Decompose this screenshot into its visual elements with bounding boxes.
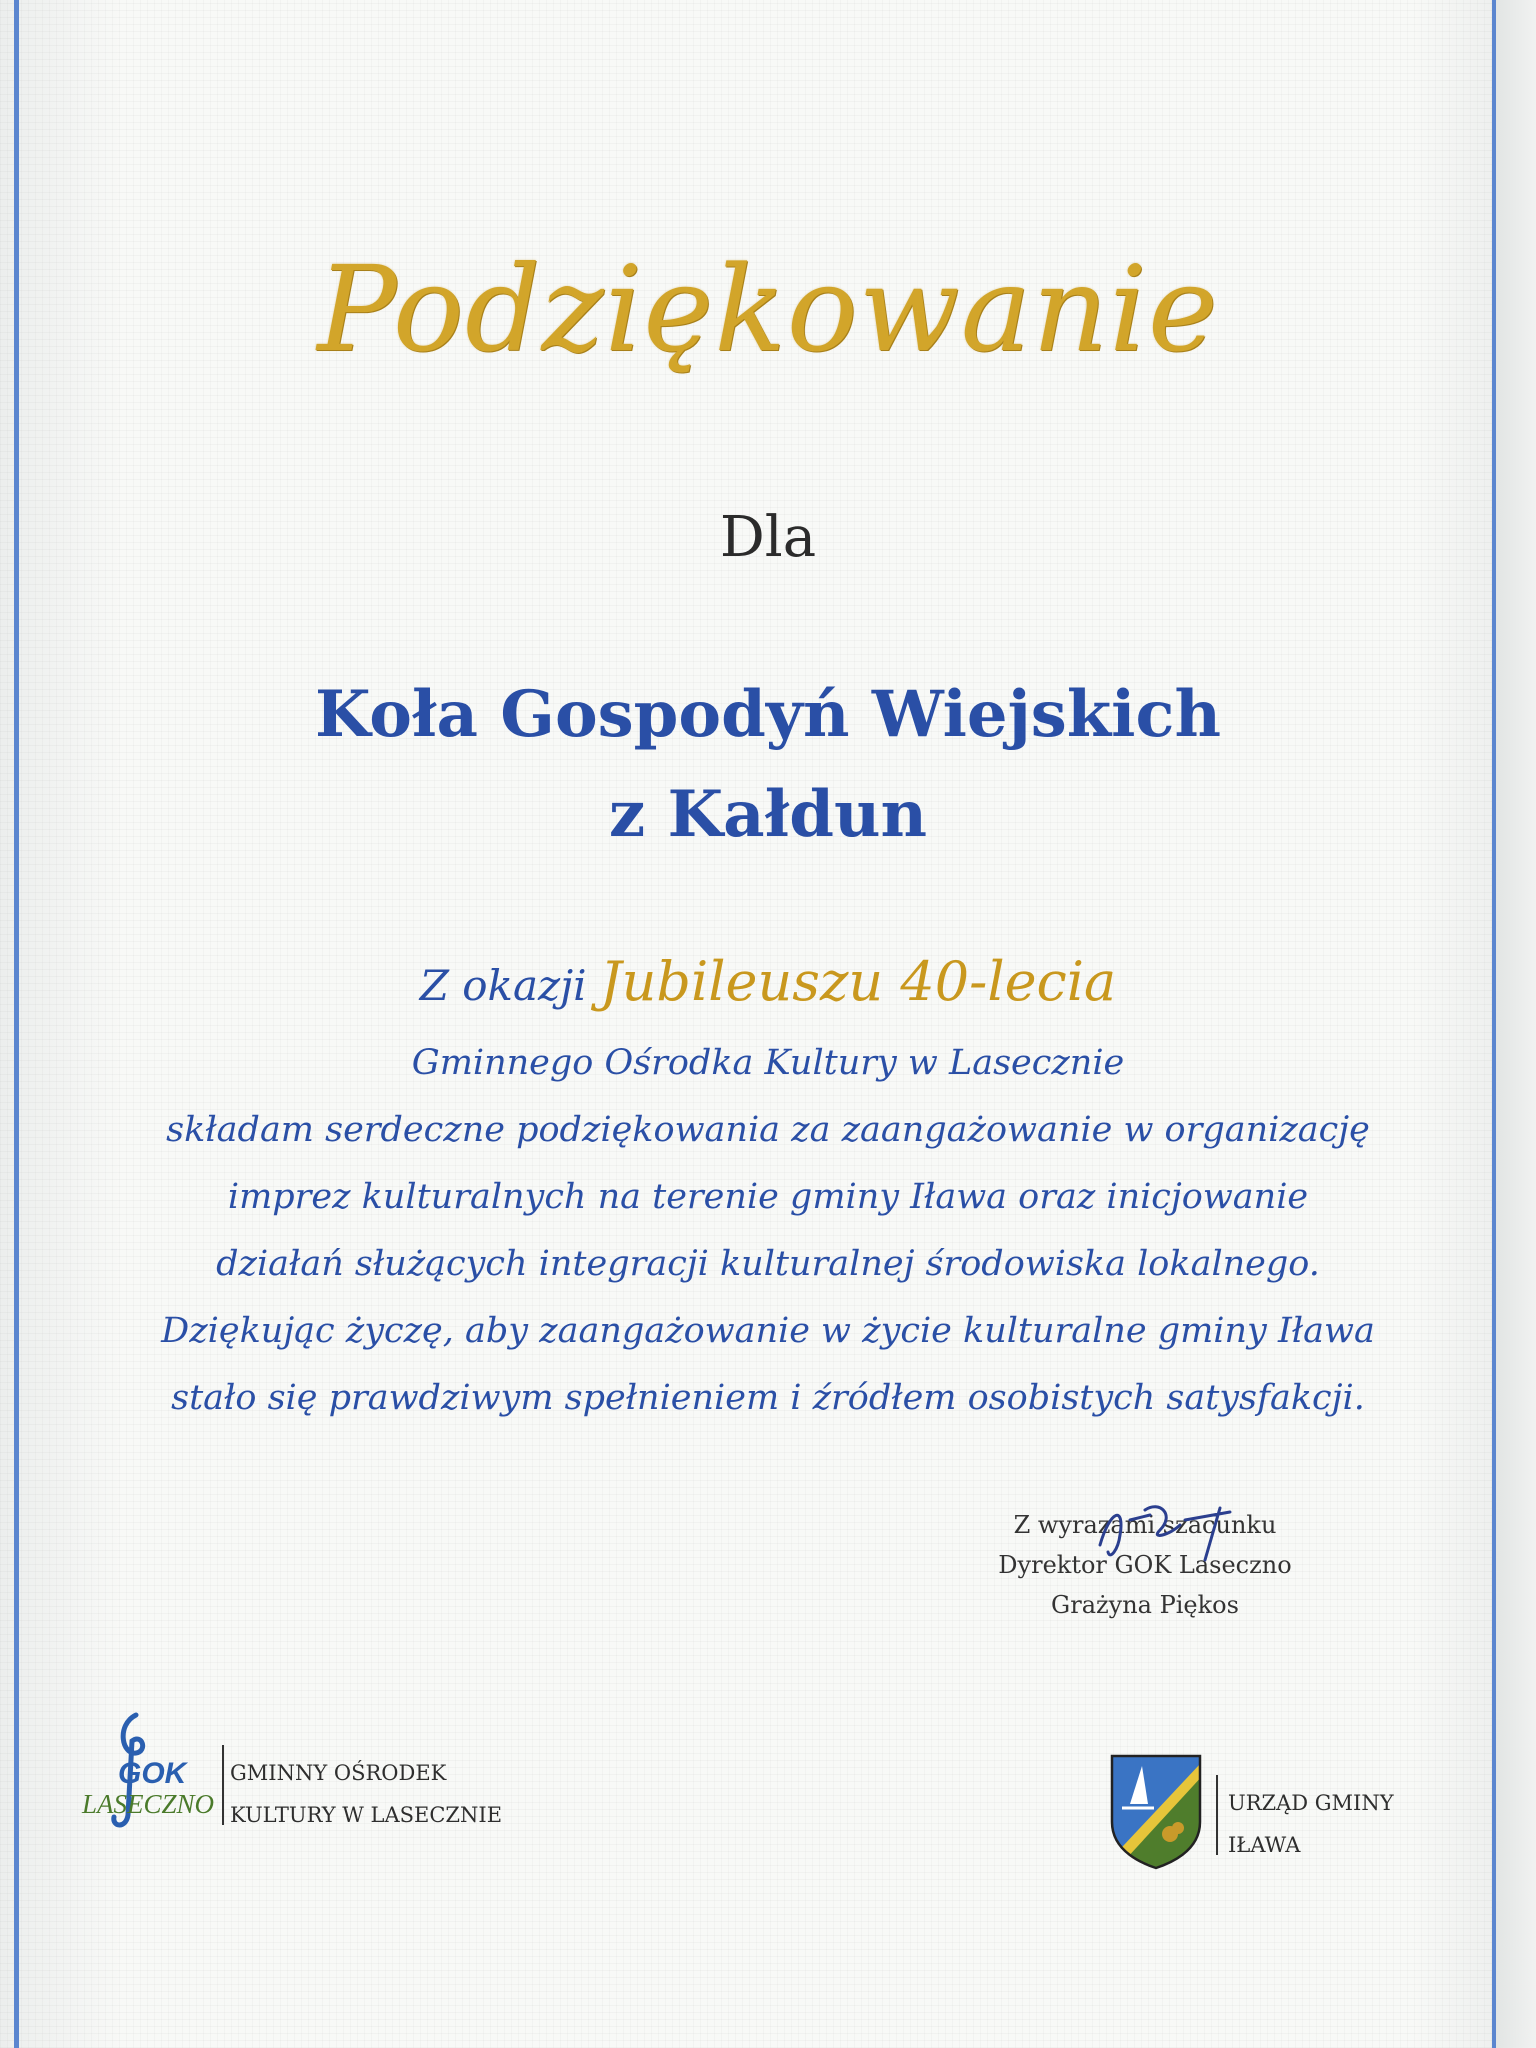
occasion-line	[0, 950, 1536, 1013]
gok-name-line-1: GMINNY OŚRODEK	[230, 1761, 447, 1785]
laseczno-mark-text: LASECZNO	[82, 1789, 215, 1819]
occasion-prefix: Z okazji	[419, 961, 587, 1010]
body-line: Dziękując życzę, aby zaangażowanie w życie kulturalne gminy Iława	[161, 1311, 1375, 1351]
body-line: składam serdeczne podziękowania za zaangażowanie w organizację	[166, 1110, 1370, 1150]
handwritten-signature	[1080, 1490, 1280, 1570]
body-paragraph	[60, 1030, 1476, 1432]
certificate-title: Podziękowanie	[317, 240, 1219, 378]
ilawa-name-line-1: URZĄD GMINY	[1228, 1791, 1394, 1815]
signature-name: Grażyna Piękos	[1051, 1591, 1239, 1619]
gok-logo-divider	[222, 1745, 224, 1825]
recipient-name	[0, 665, 1536, 865]
gok-name	[230, 1752, 530, 1836]
gok-logo-icon	[78, 1705, 238, 1835]
body-line: działań służących integracji kulturalnej środowiska lokalnego.	[216, 1244, 1320, 1284]
ilawa-name	[1228, 1782, 1428, 1866]
occasion-highlight: Jubileuszu 40-lecia	[599, 950, 1117, 1013]
ilawa-coat-of-arms-icon	[1108, 1752, 1204, 1872]
body-line: stało się prawdziwym spełnieniem i źródłem osobistych satysfakcji.	[171, 1378, 1365, 1418]
ilawa-name-line-2: IŁAWA	[1228, 1833, 1301, 1857]
signature-regards: Z wyrazami szacunku	[1013, 1511, 1277, 1539]
signature-title: Dyrektor GOK Laseczno	[998, 1551, 1292, 1579]
body-line: imprez kulturalnych na terenie gminy Iława oraz inicjowanie	[227, 1177, 1309, 1217]
for-label: Dla	[719, 505, 817, 570]
recipient-line-2: z Kałdun	[608, 777, 928, 852]
ilawa-logo-divider	[1216, 1775, 1218, 1855]
gok-name-line-2: KULTURY W LASECZNIE	[230, 1803, 503, 1827]
body-line: Gminnego Ośrodka Kultury w Lasecznie	[411, 1043, 1125, 1083]
gok-mark-text: GOK	[118, 1757, 187, 1790]
recipient-line-1: Koła Gospodyń Wiejskich	[315, 677, 1221, 752]
